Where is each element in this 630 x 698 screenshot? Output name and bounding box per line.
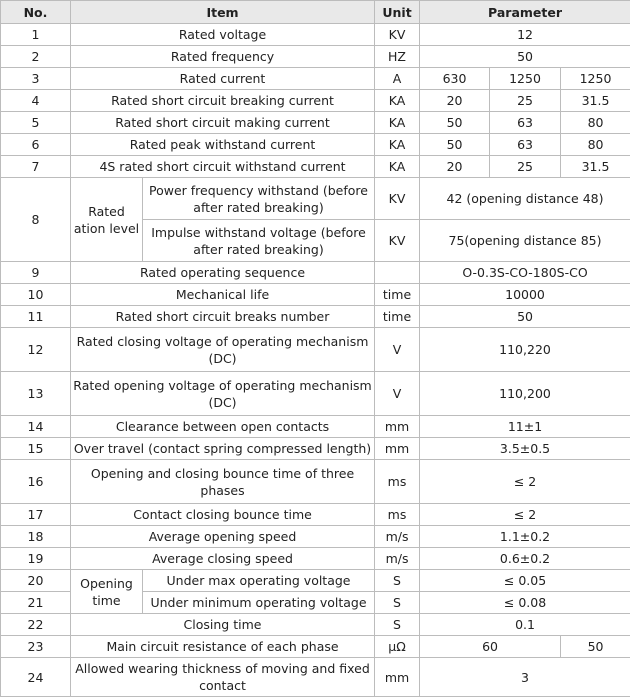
row-value-1: 50 — [420, 112, 490, 134]
row-item: 4S rated short circuit withstand current — [71, 156, 375, 178]
row-unit: V — [375, 372, 420, 416]
row-unit: S — [375, 570, 420, 592]
row-value: 0.1 — [420, 614, 630, 636]
row-item: Rated frequency — [71, 46, 375, 68]
table-row — [1, 614, 630, 636]
row-unit: KA — [375, 90, 420, 112]
row-item: Mechanical life — [71, 284, 375, 306]
table-row — [1, 178, 630, 220]
row-item: Rated current — [71, 68, 375, 90]
row-item: Rated short circuit breaking current — [71, 90, 375, 112]
row-value: O-0.3S-CO-180S-CO — [420, 262, 630, 284]
row-no: 22 — [1, 614, 71, 636]
row-value-3: 31.5 — [561, 90, 630, 112]
row-no: 13 — [1, 372, 71, 416]
row-unit: m/s — [375, 526, 420, 548]
row-unit: KV — [375, 178, 420, 220]
row-unit: ms — [375, 460, 420, 504]
row-value: ≤ 2 — [420, 460, 630, 504]
table-row — [1, 24, 630, 46]
row-item: Main circuit resistance of each phase — [71, 636, 375, 658]
row-value-3: 80 — [561, 134, 630, 156]
table-row — [1, 636, 630, 658]
row-no: 20 — [1, 570, 71, 592]
row-unit: A — [375, 68, 420, 90]
row-unit — [375, 262, 420, 284]
row-value-2: 63 — [490, 134, 561, 156]
row-no: 23 — [1, 636, 71, 658]
row-unit: m/s — [375, 548, 420, 570]
row-value: 1.1±0.2 — [420, 526, 630, 548]
table-row — [1, 284, 630, 306]
row-unit: ms — [375, 504, 420, 526]
table-row — [1, 156, 630, 178]
row-value-2: 25 — [490, 156, 561, 178]
row-no: 19 — [1, 548, 71, 570]
row-value: ≤ 2 — [420, 504, 630, 526]
row-value: 50 — [420, 46, 630, 68]
row-value-3: 1250 — [561, 68, 630, 90]
row-value: ≤ 0.08 — [420, 592, 630, 614]
header-row — [1, 1, 630, 24]
row-value-1: 20 — [420, 90, 490, 112]
row-unit: KV — [375, 24, 420, 46]
row-item: Rated short circuit making current — [71, 112, 375, 134]
row-value: 0.6±0.2 — [420, 548, 630, 570]
row-group: Rated ation level — [71, 178, 143, 262]
row-unit: mm — [375, 416, 420, 438]
table-row — [1, 438, 630, 460]
table-row — [1, 372, 630, 416]
row-unit: S — [375, 592, 420, 614]
row-value-2: 25 — [490, 90, 561, 112]
row-unit: time — [375, 284, 420, 306]
row-no: 17 — [1, 504, 71, 526]
row-unit: V — [375, 328, 420, 372]
row-value: 12 — [420, 24, 630, 46]
row-no: 12 — [1, 328, 71, 372]
row-no: 11 — [1, 306, 71, 328]
row-no: 9 — [1, 262, 71, 284]
table-row — [1, 416, 630, 438]
row-item: Impulse withstand voltage (before after rated breaking) — [143, 220, 375, 262]
row-item: Rated short circuit breaks number — [71, 306, 375, 328]
row-item: Rated operating sequence — [71, 262, 375, 284]
row-value: 11±1 — [420, 416, 630, 438]
table-row — [1, 460, 630, 504]
table-row — [1, 526, 630, 548]
row-item: Rated opening voltage of operating mechanism (DC) — [71, 372, 375, 416]
row-no: 4 — [1, 90, 71, 112]
row-item: Rated closing voltage of operating mechanism (DC) — [71, 328, 375, 372]
row-value: 110,200 — [420, 372, 630, 416]
row-no: 8 — [1, 178, 71, 262]
row-item: Opening and closing bounce time of three phases — [71, 460, 375, 504]
row-unit: mm — [375, 658, 420, 697]
table-row — [1, 90, 630, 112]
table-row — [1, 570, 630, 592]
header-parameter: Parameter — [420, 1, 630, 24]
row-item: Contact closing bounce time — [71, 504, 375, 526]
row-value-1: 60 — [420, 636, 561, 658]
row-value-2: 50 — [561, 636, 630, 658]
row-item: Rated voltage — [71, 24, 375, 46]
row-no: 2 — [1, 46, 71, 68]
row-item: Average closing speed — [71, 548, 375, 570]
table-row — [1, 112, 630, 134]
row-item: Clearance between open contacts — [71, 416, 375, 438]
table-row — [1, 504, 630, 526]
row-no: 21 — [1, 592, 71, 614]
row-no: 16 — [1, 460, 71, 504]
table-row — [1, 306, 630, 328]
row-value: 110,220 — [420, 328, 630, 372]
row-item: Under minimum operating voltage — [143, 592, 375, 614]
table-row — [1, 46, 630, 68]
row-unit: KA — [375, 112, 420, 134]
row-item: Power frequency withstand (before after rated breaking) — [143, 178, 375, 220]
row-unit: S — [375, 614, 420, 636]
row-unit: HZ — [375, 46, 420, 68]
row-value: 3 — [420, 658, 630, 697]
row-value: 75(opening distance 85) — [420, 220, 630, 262]
row-no: 5 — [1, 112, 71, 134]
row-value-2: 1250 — [490, 68, 561, 90]
row-value: 10000 — [420, 284, 630, 306]
row-item: Rated peak withstand current — [71, 134, 375, 156]
row-unit: KA — [375, 134, 420, 156]
row-value: 42 (opening distance 48) — [420, 178, 630, 220]
row-group: Opening time — [71, 570, 143, 614]
row-no: 14 — [1, 416, 71, 438]
header-no: No. — [1, 1, 71, 24]
row-value: ≤ 0.05 — [420, 570, 630, 592]
table-row — [1, 134, 630, 156]
row-unit: mm — [375, 438, 420, 460]
table-row — [1, 262, 630, 284]
row-value-2: 63 — [490, 112, 561, 134]
row-value-3: 31.5 — [561, 156, 630, 178]
row-no: 6 — [1, 134, 71, 156]
row-item: Allowed wearing thickness of moving and fixed contact — [71, 658, 375, 697]
row-value-1: 630 — [420, 68, 490, 90]
header-item: Item — [71, 1, 375, 24]
row-no: 18 — [1, 526, 71, 548]
row-item: Closing time — [71, 614, 375, 636]
row-no: 10 — [1, 284, 71, 306]
table-row — [1, 548, 630, 570]
row-value: 50 — [420, 306, 630, 328]
row-unit: KV — [375, 220, 420, 262]
row-value-1: 20 — [420, 156, 490, 178]
row-value-3: 80 — [561, 112, 630, 134]
row-no: 7 — [1, 156, 71, 178]
header-unit: Unit — [375, 1, 420, 24]
row-unit: μΩ — [375, 636, 420, 658]
row-no: 1 — [1, 24, 71, 46]
row-value: 3.5±0.5 — [420, 438, 630, 460]
row-item: Average opening speed — [71, 526, 375, 548]
row-item: Over travel (contact spring compressed length) — [71, 438, 375, 460]
row-unit: time — [375, 306, 420, 328]
table-row — [1, 328, 630, 372]
row-no: 24 — [1, 658, 71, 697]
table-row — [1, 68, 630, 90]
row-no: 3 — [1, 68, 71, 90]
row-unit: KA — [375, 156, 420, 178]
row-no: 15 — [1, 438, 71, 460]
row-value-1: 50 — [420, 134, 490, 156]
row-item: Under max operating voltage — [143, 570, 375, 592]
table-row — [1, 658, 630, 697]
